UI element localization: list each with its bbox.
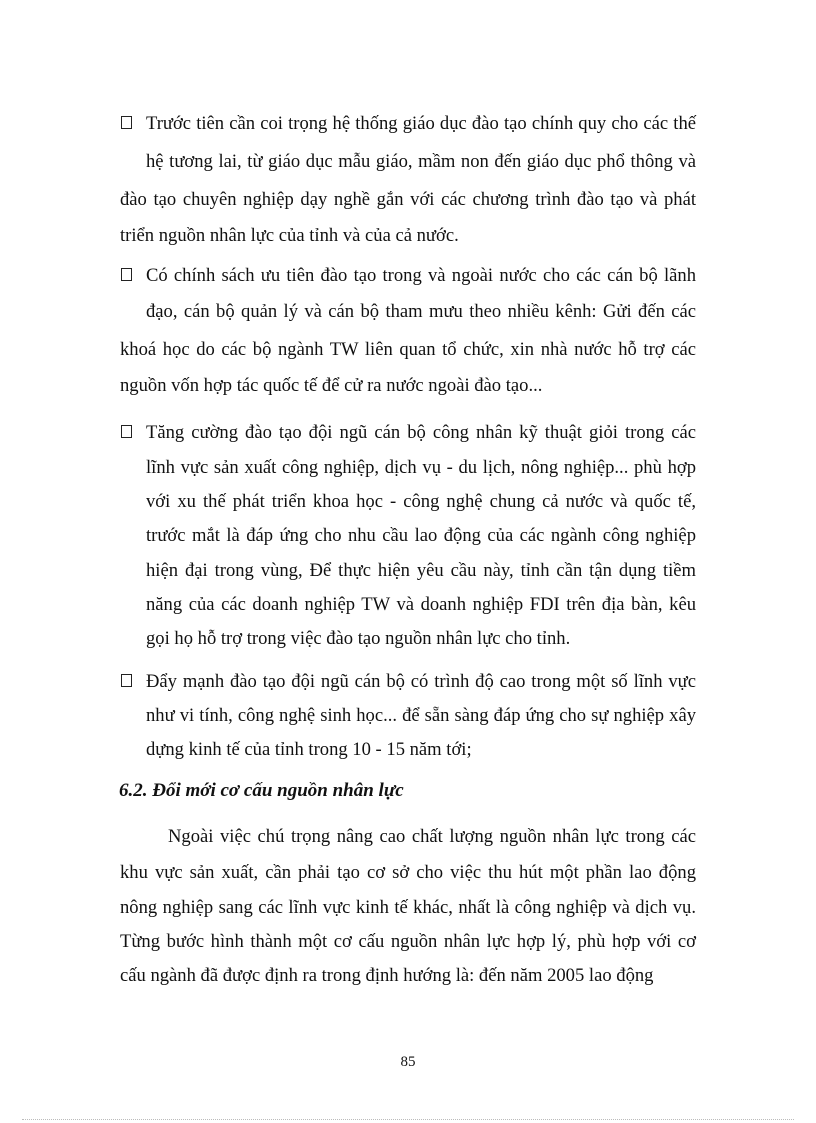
bullet-3-line-2: lĩnh vực sản xuất công nghiệp, dịch vụ - du lịch, nông nghiệp... phù hợp <box>146 457 696 478</box>
bullet-3-line-3: với xu thế phát triển khoa học - công nghệ chung cả nước và quốc tế, <box>146 491 696 512</box>
paragraph-line-5: cấu ngành đã được định ra trong định hướng là: đến năm 2005 lao động <box>120 965 654 986</box>
paragraph-line-1: Ngoài việc chú trọng nâng cao chất lượng nguồn nhân lực trong các <box>168 826 696 847</box>
bullet-2-marker <box>121 268 132 281</box>
bullet-1-marker <box>121 116 132 129</box>
paragraph-line-2: khu vực sản xuất, cần phải tạo cơ sở cho việc thu hút một phần lao động <box>120 862 696 883</box>
bullet-3-line-4: trước mắt là đáp ứng cho nhu cầu lao động của các ngành công nghiệp <box>146 525 696 546</box>
bullet-1-line-1: Trước tiên cần coi trọng hệ thống giáo dục đào tạo chính quy cho các thế <box>146 113 696 134</box>
bullet-2-line-2: đạo, cán bộ quản lý và cán bộ tham mưu theo nhiều kênh: Gửi đến các <box>146 301 696 322</box>
page-number: 85 <box>400 1054 416 1070</box>
page-bottom-divider <box>22 1119 794 1120</box>
bullet-3-line-6: năng của các doanh nghiệp TW và doanh nghiệp FDI trên địa bàn, kêu <box>146 594 696 615</box>
paragraph-line-4: Từng bước hình thành một cơ cấu nguồn nhân lực hợp lý, phù hợp với cơ <box>120 931 696 952</box>
bullet-1-line-4: triển nguồn nhân lực của tỉnh và của cả nước. <box>120 225 459 246</box>
bullet-1-line-2: hệ tương lai, từ giáo dục mẫu giáo, mầm non đến giáo dục phổ thông và <box>146 151 696 172</box>
bullet-3-line-7: gọi họ hỗ trợ trong việc đào tạo nguồn nhân lực cho tỉnh. <box>146 628 571 649</box>
bullet-1-line-3: đào tạo chuyên nghiệp dạy nghề gắn với các chương trình đào tạo và phát <box>120 189 696 210</box>
bullet-2-line-3: khoá học do các bộ ngành TW liên quan tổ chức, xin nhà nước hỗ trợ các <box>120 339 696 360</box>
bullet-4-line-3: dựng kinh tế của tỉnh trong 10 - 15 năm tới; <box>146 739 472 760</box>
bullet-4-line-2: như vi tính, công nghệ sinh học... để sẵn sàng đáp ứng cho sự nghiệp xây <box>146 705 696 726</box>
bullet-2-line-1: Có chính sách ưu tiên đào tạo trong và ngoài nước cho các cán bộ lãnh <box>146 265 696 286</box>
bullet-3-line-5: hiện đại trong vùng, Để thực hiện yêu cầu này, tỉnh cần tận dụng tiềm <box>146 560 696 581</box>
bullet-2-line-4: nguồn vốn hợp tác quốc tế để cử ra nước ngoài đào tạo... <box>120 375 543 396</box>
section-heading: 6.2. Đổi mới cơ cấu nguồn nhân lực <box>119 780 404 801</box>
bullet-4-marker <box>121 674 132 687</box>
bullet-4-line-1: Đẩy mạnh đào tạo đội ngũ cán bộ có trình độ cao trong một số lĩnh vực <box>146 671 696 692</box>
bullet-3-marker <box>121 425 132 438</box>
paragraph-line-3: nông nghiệp sang các lĩnh vực kinh tế khác, nhất là công nghiệp và dịch vụ. <box>120 897 696 918</box>
bullet-3-line-1: Tăng cường đào tạo đội ngũ cán bộ công nhân kỹ thuật giỏi trong các <box>146 422 696 443</box>
